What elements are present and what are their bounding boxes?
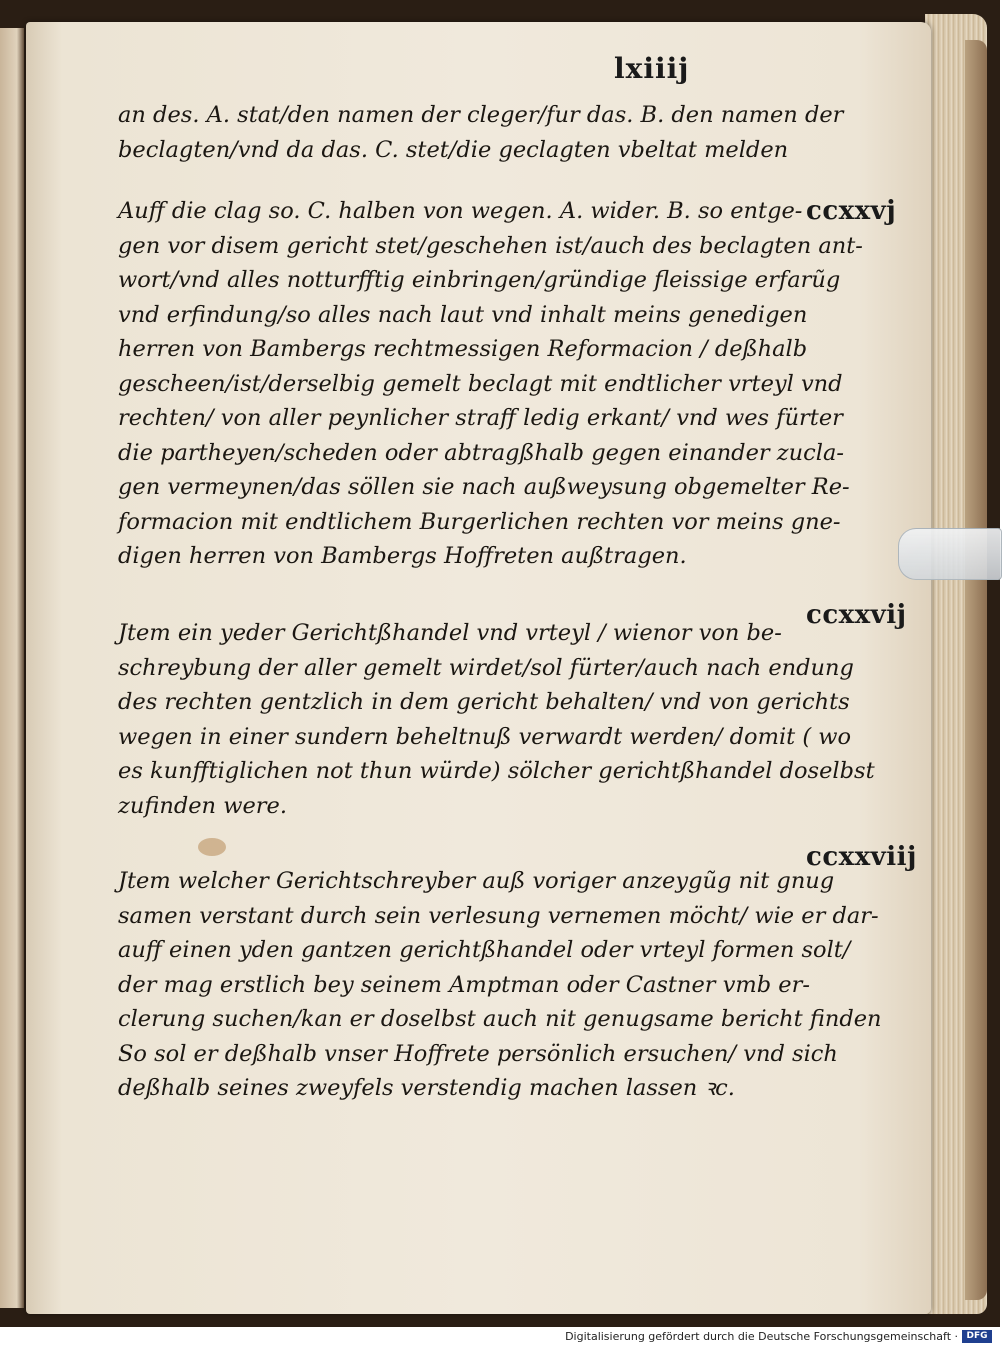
text-block-4 (118, 864, 882, 1106)
footer-bar (0, 1327, 1000, 1347)
text-line: zufinden were. (118, 792, 288, 819)
text-line: vnd erfindung/so alles nach laut vnd inhalt meins genedigen (118, 301, 808, 328)
text-line: die partheyen/scheden oder abtragßhalb gegen einander zucla- (118, 439, 844, 466)
text-line: rechten/ von aller peynlicher straff ledig erkant/ vnd wes fürter (118, 405, 843, 431)
text-line: auff einen yden gantzen gerichtßhandel oder vrteyl formen solt/ (118, 937, 851, 963)
folio-number: lxiiij (614, 52, 690, 85)
dfg-logo: DFG (962, 1330, 992, 1343)
text-line: Auff die clag so. C. halben von wegen. A. wider. B. so entge- (118, 198, 803, 224)
text-line: beclagten/vnd da das. C. stet/die geclagten vbeltat melden (118, 136, 789, 163)
footer-credit: Digitalisierung gefördert durch die Deutsche Forschungsgemeinschaft · (565, 1330, 958, 1343)
text-line: samen verstant durch sein verlesung vernemen möcht/ wie er dar- (118, 902, 879, 929)
text-line: an des. A. stat/den namen der cleger/fur das. B. den namen der (118, 102, 844, 128)
left-page-edge (0, 28, 24, 1308)
book-spine (965, 40, 987, 1300)
text-line: wegen in einer sundern beheltnuß verwardt werden/ domit ( wo (118, 723, 852, 750)
text-line: deßhalb seines zweyfels verstendig machen lassen ꝛc. (118, 1075, 735, 1101)
text-line: clerung suchen/kan er doselbst auch nit genugsame bericht finden (118, 1006, 882, 1032)
text-block-3 (118, 616, 875, 823)
margin-number-3: ccxxviij (806, 842, 917, 872)
text-line: digen herren von Bambergs Hoffreten außtragen. (118, 543, 687, 569)
text-line: So sol er deßhalb vnser Hoffrete persönlich ersuchen/ vnd sich (118, 1040, 838, 1067)
text-line: Jtem ein yeder Gerichtßhandel vnd vrteyl / wienor von be- (118, 620, 782, 646)
text-line: des rechten gentzlich in dem gericht behalten/ vnd von gerichts (118, 689, 850, 715)
text-line: gescheen/ist/derselbig gemelt beclagt mit endtlicher vrteyl vnd (118, 370, 843, 397)
text-line: es kunfftiglichen not thun würde) sölcher gerichtßhandel doselbst (118, 758, 875, 784)
text-line: Jtem welcher Gerichtschreyber auß voriger anzeygũg nit gnug (118, 868, 835, 894)
page-tab-marker (898, 528, 1002, 580)
page-stain (198, 838, 226, 856)
text-line: wort/vnd alles notturfftig einbringen/gründige fleissige erfarũg (118, 267, 841, 293)
margin-number-1: ccxxvj (806, 196, 897, 226)
text-line: formacion mit endtlichem Burgerlichen rechten vor meins gne- (118, 508, 841, 535)
text-line: schreybung der aller gemelt wirdet/sol fürter/auch nach endung (118, 654, 854, 681)
text-line: herren von Bambergs rechtmessigen Reformacion / deßhalb (118, 336, 808, 362)
text-line: gen vor disem gericht stet/geschehen ist/auch des beclagten ant- (118, 232, 863, 259)
text-block-1 (118, 98, 844, 167)
margin-number-2: ccxxvij (806, 600, 907, 630)
text-line: der mag erstlich bey seinem Amptman oder Castner vmb er- (118, 971, 810, 998)
text-line: gen vermeynen/das söllen sie nach außweysung obgemelter Re- (118, 474, 850, 500)
